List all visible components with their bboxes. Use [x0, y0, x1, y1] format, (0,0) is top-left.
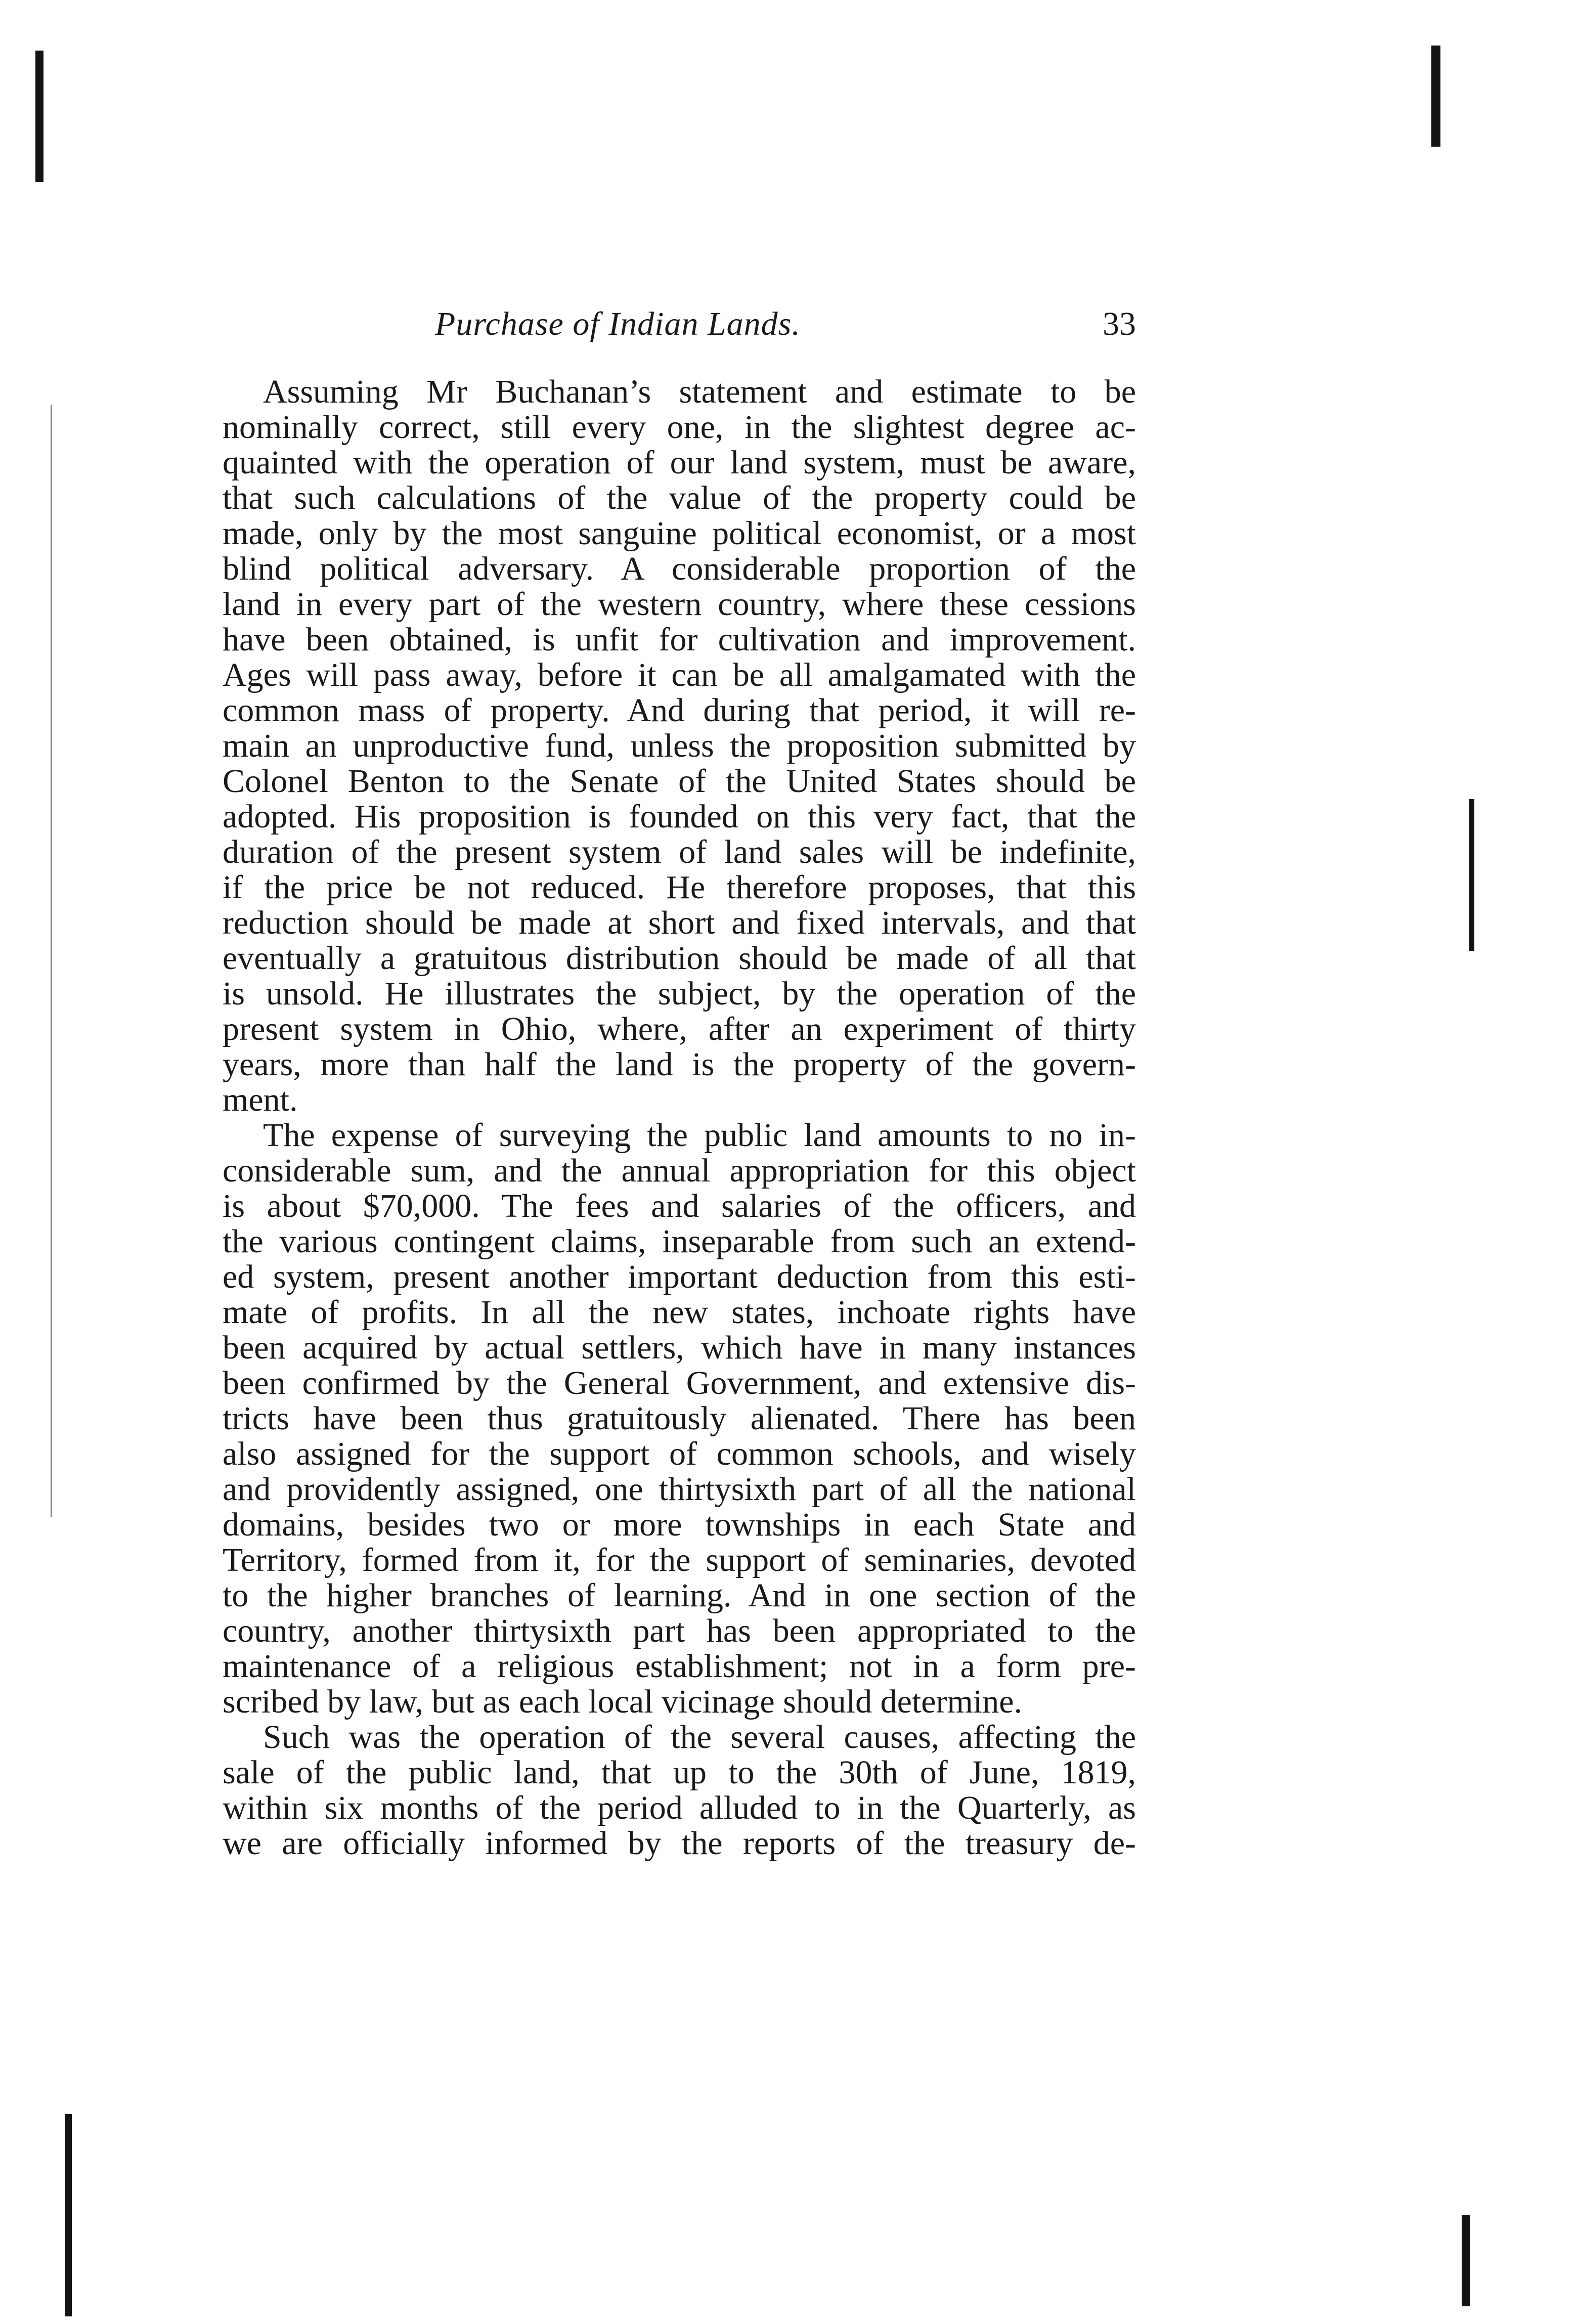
scan-edge-line-left	[51, 405, 52, 1517]
text-line: been acquired by actual settlers, which have in many instances	[223, 1330, 1136, 1366]
text-line: domains, besides two or more townships in each State and	[223, 1507, 1136, 1543]
text-line: common mass of property. And during that period, it will re-	[223, 693, 1136, 728]
text-line: The expense of surveying the public land amounts to no in-	[263, 1118, 1136, 1153]
text-line: years, more than half the land is the property of the govern-	[223, 1047, 1136, 1082]
text-line: tricts have been thus gratuitously alienated. There has been	[223, 1401, 1136, 1436]
page-header	[223, 301, 1136, 347]
text-line: quainted with the operation of our land system, must be aware,	[223, 445, 1136, 480]
text-line: within six months of the period alluded to in the Quarterly, as	[223, 1790, 1136, 1826]
text-line: also assigned for the support of common schools, and wisely	[223, 1436, 1136, 1472]
text-line: is unsold. He illustrates the subject, by the operation of the	[223, 976, 1136, 1012]
text-line: nominally correct, still every one, in the slightest degree ac-	[223, 410, 1136, 445]
scan-edge-mark-right-mid	[1469, 799, 1474, 951]
text-line: ment.	[223, 1082, 298, 1118]
page-number: 33	[1103, 305, 1136, 342]
text-line: blind political adversary. A considerable proportion of the	[223, 551, 1136, 587]
text-line: considerable sum, and the annual appropriation for this object	[223, 1153, 1136, 1189]
text-line: been confirmed by the General Government, and extensive dis-	[223, 1366, 1136, 1401]
text-line: to the higher branches of learning. And in one section of the	[223, 1578, 1136, 1613]
text-line: reduction should be made at short and fixed intervals, and that	[223, 905, 1136, 941]
text-line: maintenance of a religious establishment; not in a form pre-	[223, 1649, 1136, 1684]
text-line: scribed by law, but as each local vicinage should determine.	[223, 1684, 1023, 1720]
text-line: present system in Ohio, where, after an experiment of thirty	[223, 1012, 1136, 1047]
text-line: and providently assigned, one thirtysixth part of all the national	[223, 1472, 1136, 1507]
text-line: Such was the operation of the several causes, affecting the	[263, 1720, 1136, 1755]
text-line: Colonel Benton to the Senate of the United States should be	[223, 764, 1136, 799]
scan-edge-mark-bottom-left	[65, 2114, 72, 2316]
text-line: have been obtained, is unfit for cultivation and improvement.	[223, 622, 1136, 657]
text-line: if the price be not reduced. He therefore proposes, that this	[223, 870, 1136, 905]
text-line: Territory, formed from it, for the support of seminaries, devoted	[223, 1543, 1136, 1578]
running-title: Purchase of Indian Lands.	[435, 305, 801, 342]
text-line: that such calculations of the value of the property could be	[223, 480, 1136, 516]
text-line: made, only by the most sanguine political economist, or a most	[223, 516, 1136, 551]
text-line: land in every part of the western country, where these cessions	[223, 587, 1136, 622]
text-line: Ages will pass away, before it can be all amalgamated with the	[223, 657, 1136, 693]
scan-edge-mark-bottom-right	[1462, 2215, 1470, 2306]
body-text	[223, 374, 1136, 1861]
scan-edge-mark-top-right	[1431, 46, 1440, 147]
text-line: the various contingent claims, inseparable from such an extend-	[223, 1224, 1136, 1259]
text-line: Assuming Mr Buchanan’s statement and estimate to be	[263, 374, 1136, 410]
text-line: we are officially informed by the reports of the treasury de-	[223, 1826, 1136, 1861]
text-line: country, another thirtysixth part has been appropriated to the	[223, 1613, 1136, 1649]
text-line: duration of the present system of land sales will be indefinite,	[223, 835, 1136, 870]
text-line: sale of the public land, that up to the 30th of June, 1819,	[223, 1755, 1136, 1790]
scan-edge-mark-top-left	[35, 51, 43, 182]
text-line: is about $70,000. The fees and salaries of the officers, and	[223, 1189, 1136, 1224]
text-line: mate of profits. In all the new states, inchoate rights have	[223, 1295, 1136, 1330]
text-line: adopted. His proposition is founded on this very fact, that the	[223, 799, 1136, 835]
text-line: ed system, present another important deduction from this esti-	[223, 1259, 1136, 1295]
text-line: eventually a gratuitous distribution should be made of all that	[223, 941, 1136, 976]
text-line: main an unproductive fund, unless the proposition submitted by	[223, 728, 1136, 764]
